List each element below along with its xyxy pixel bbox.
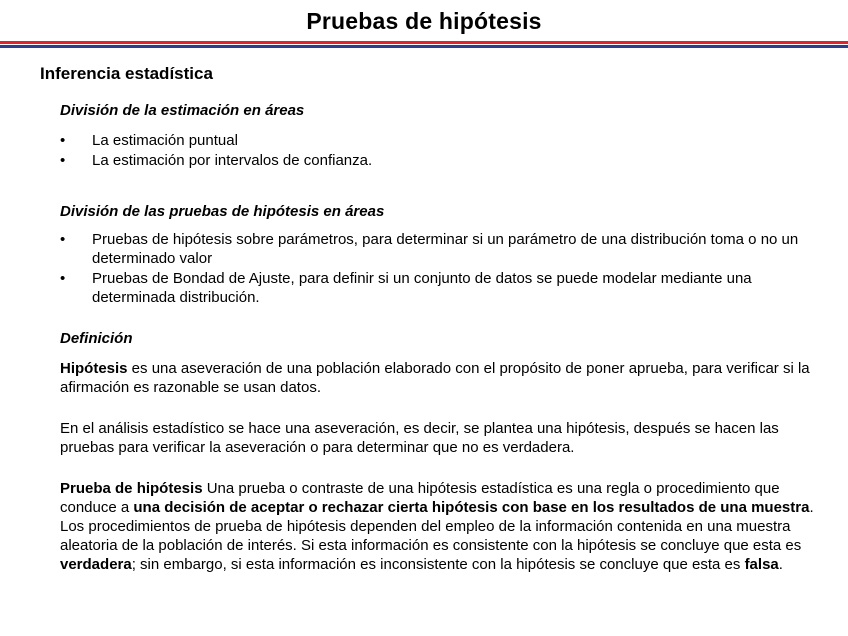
section-heading: Inferencia estadística [40,64,213,83]
page-title: Pruebas de hipótesis [306,8,542,34]
estimacion-heading: División de la estimación en áreas [60,102,305,119]
list-item: • La estimación por intervalos de confianza. [60,152,373,169]
pruebas-heading: División de las pruebas de hipótesis en áreas [60,203,385,220]
hipotesis-term: Hipótesis [60,360,128,377]
list-item: • Pruebas de Bondad de Ajuste, para definir si un conjunto de datos se puede modelar mediante una determinada distribución. [60,270,752,306]
bullet-icon: • [60,132,66,149]
title-rule-red [0,41,848,44]
bullet-icon: • [60,152,66,169]
hipotesis-paragraph: Hipótesis es una aseveración de una población elaborado con el propósito de poner aprueba, para verificar si la afirmación es razonable se usan datos. [60,360,810,396]
prueba-term: Prueba de hipótesis [60,480,203,497]
title-rule-blue [0,45,848,48]
estimacion-list [60,131,800,171]
list-item: • Pruebas de hipótesis sobre parámetros, para determinar si un parámetro de una distribución toma o no un determinado valor [60,231,799,267]
prueba-paragraph: Prueba de hipótesis Una prueba o contraste de una hipótesis estadística es una regla o procedimiento que conduce a una decisión de aceptar o rechazar cierta hipótesis con base en los resultados de una muestra. Los procedimientos de prueba de hipótesis dependen del empleo de la información contenida en una muestra aleatoria de la población de interés. Si esta información es consistente con la hipótesis se concluye que esta es verdadera; sin embargo, si esta información es inconsistente con la hipótesis se concluye que esta es falsa. [60,480,814,573]
bullet-icon: • [60,270,66,287]
analisis-paragraph: En el análisis estadístico se hace una aseveración, es decir, se plantea una hipótesis, después se hacen las pruebas para verificar la aseveración o para determinar que no es verdadera. [60,420,779,456]
definicion-heading: Definición [60,330,133,347]
pruebas-list [60,230,800,308]
bullet-icon: • [60,231,66,248]
list-item: • La estimación puntual [60,132,238,149]
